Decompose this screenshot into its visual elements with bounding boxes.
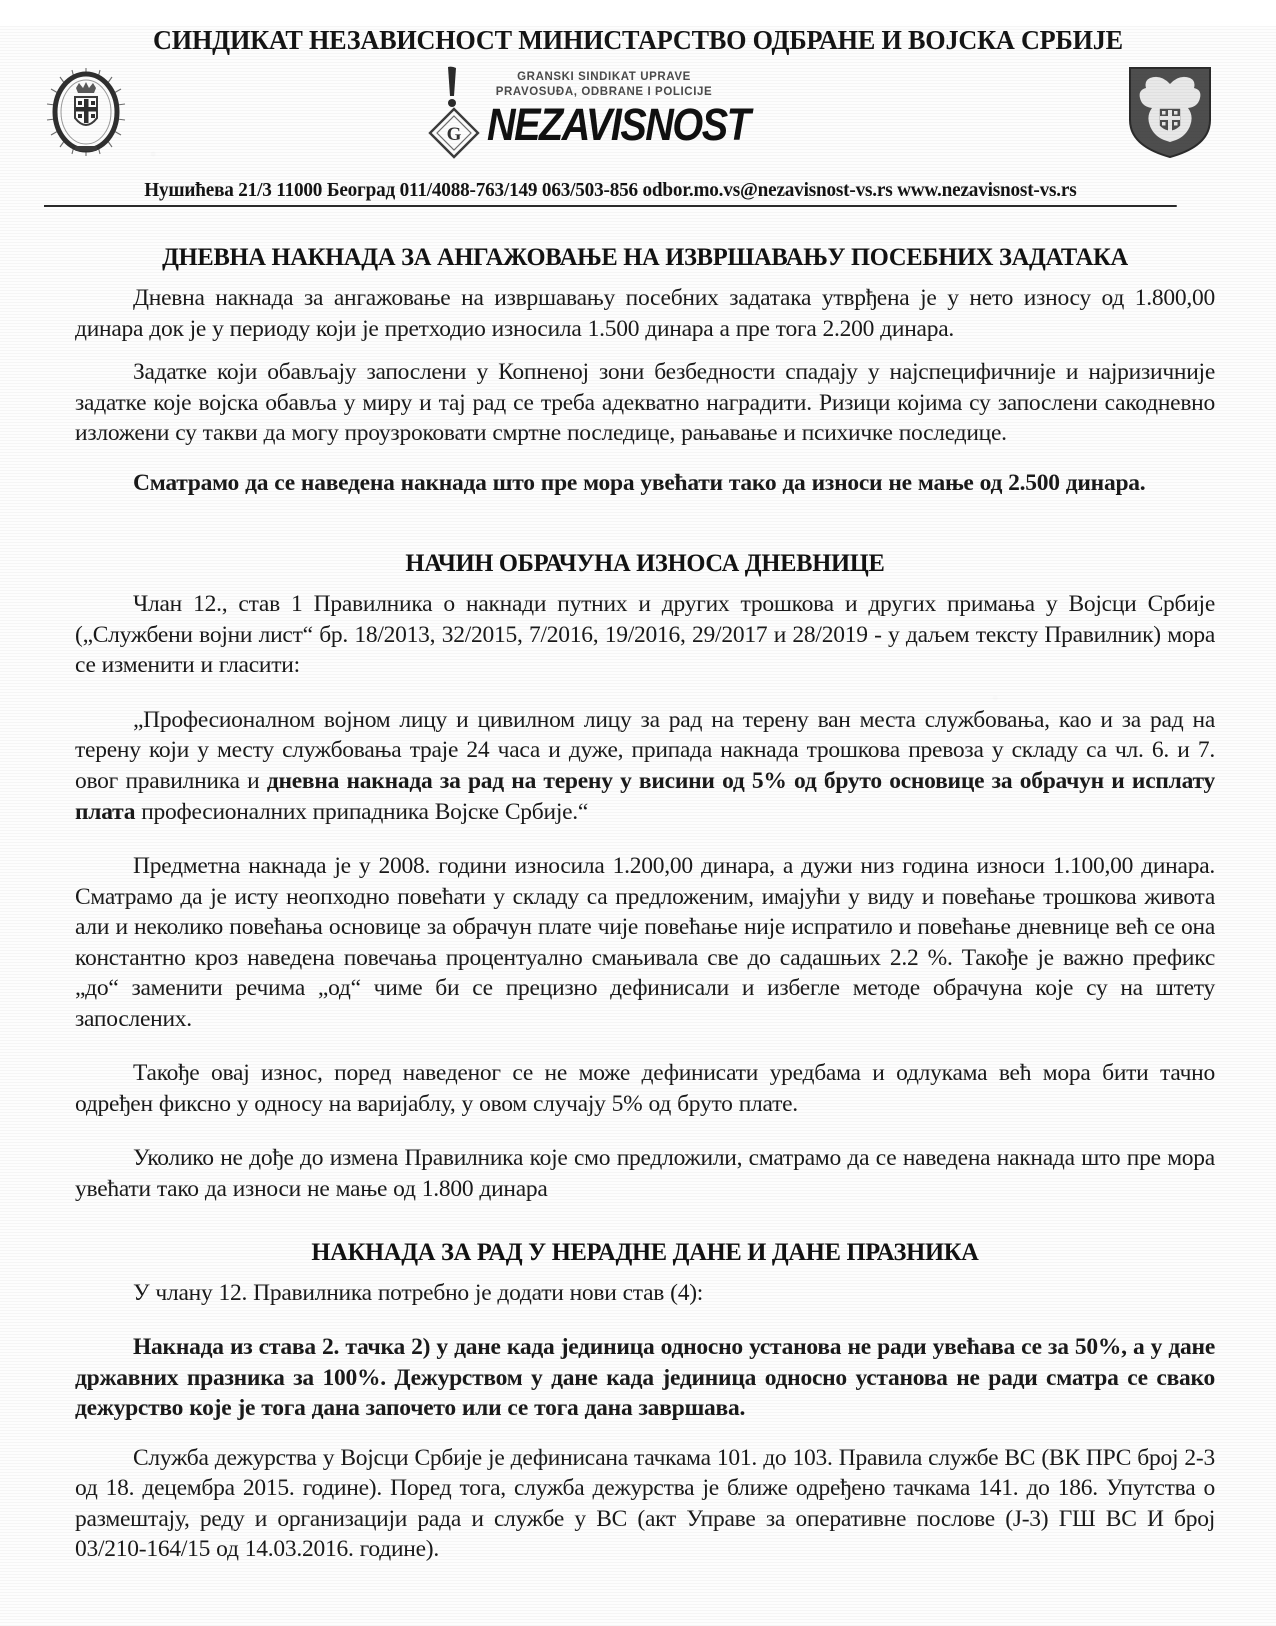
section-heading-calculation-method: НАЧИН ОБРАЧУНА ИЗНОСА ДНЕВНИЦЕ [405,550,885,578]
document-page [0,26,1276,1626]
paragraph-s3-p1: У члану 12. Правилника потребно је додати нови став (4): [133,1279,704,1306]
paragraph-s2-p2-emphasis: дневна накнада за рад на терену у висини од 5% од бруто основице за обрачун и исплату плата [75,768,1215,825]
union-wordmark: NEZAVISNOST [487,99,750,150]
paragraph-s1-p2: Задатке који обављају запослени у Копненој зони безбедности спадају у најспецифичније и најризичније задатке које војска обавља у миру и тај рад се треба адекватно наградити. Ризици којима су запослени сакодневно изложени су такви да могу проузроковати смртне последице, рањавање и психичке последице. [75,359,1215,447]
paragraph-s2-p4: Такође овај износ, поред наведеног се не може дефинисати уредбама и одлукама већ мора бити тачно одређен фиксно у односу на варијаблу, у овом случају 5% од бруто плате. [75,1060,1215,1117]
union-subtitle-line-2: PRAVOSUĐA, ODBRANE I POLICIJE [495,86,713,99]
paragraph-s1-p3: Сматрамо да се наведена накнада што пре мора увећати тако да износи не мање од 2.500 динара. [133,469,1146,496]
paragraph-s2-p2 [75,705,1215,827]
section-heading-daily-allowance: ДНЕВНА НАКНАДА ЗА АНГАЖОВАЊЕ НА ИЗВРШАВАЊУ ПОСЕБНИХ ЗАДАТАКА [162,244,1128,271]
union-subtitle-line-1: GRANSKI SINDIKAT UPRAVE [517,70,691,83]
letterhead-logo-row [0,64,1276,164]
paragraph-s3-p2: Накнада из става 2. тачка 2) у дане када јединица односно установа не ради увећава се за 50%, а у дане државних празника за 100%. Дежурством у дане када јединица односно установа не ради сматра се свако дежурство које је тога дана започето или се тога дана завршава. [75,1334,1215,1422]
union-logo-subtitle [493,70,715,101]
section-heading-holiday-compensation: НАКНАДА ЗА РАД У НЕРАДНЕ ДАНЕ И ДАНЕ ПРАЗНИКА [311,1238,979,1266]
serbian-army-coat-of-arms-icon [1124,64,1216,160]
paragraph-s2-p3: Предметна накнада је у 2008. години износила 1.200,00 динара, а дужи низ година износи 1.100,00 динара. Сматрамо да је исту неопходно повећати у складу са предложеним, имајући у виду и повећање трошкова живота али и неколико повећања основице за обрачун плате чије повећање није испратило и повећање дневнице већ се она константно кроз наведена повечања процентуално смањивала све до садашњих 2.2 %. Такође је важно префикс „до“ заменити речима „од“ чиме би се прецизно дефинисали и избегле методе обрачуна које су на штету запослених. [75,853,1215,1032]
paragraph-s1-p1: Дневна накнада за ангажовање на извршавању посебних задатака утврђена је у нето износу од 1.800,00 динара док је у периоду који је претходио износила 1.500 динара а пре тога 2.200 динара. [75,285,1215,342]
page-title: СИНДИКАТ НЕЗАВИСНОСТ МИНИСТАРСТВО ОДБРАНЕ И ВОЈСКА СРБИЈЕ [153,25,1123,55]
diamond-g-emblem-icon [427,106,481,160]
exclamation-mark-icon [443,66,461,110]
paragraph-s2-p1: Члан 12., став 1 Правилника о накнади путних и других трошкова и других примања у Војсци Србије („Службени војни лист“ бр. 18/2013, 32/2015, 7/2016, 19/2016, 29/2017 и 28/2019 - у даљем тексту Правилник) мора се изменити и гласити: [75,591,1215,679]
paragraph-s2-p5: Уколико не дође до измена Правилника које смо предложили, сматрамо да се наведена накнада што пре мора увећати тако да износи не мање од 1.800 динара [75,1145,1215,1203]
document-body [61,244,1215,1565]
paragraph-s3-p3: Служба дежурства у Војсци Србије је дефинисана тачкама 101. до 103. Правила службе ВС (ВК ПРС број 2-3 од 18. децембра 2015. године). Поред тога, служба дежурства је ближе одређено тачкама 141. до 186. Упутства о размештају, реду и организацији рада и службе у ВС (акт Управе за оперативне послове (Ј-3) ГШ ВС И број 03/210-164/15 од 14.03.2016. године). [75,1444,1215,1563]
nezavisnost-logo [415,66,750,160]
paragraph-s2-p2-post: професионалних припадника Војске Србије.“ [135,798,589,825]
svg-text:G: G [446,123,462,145]
paragraph-s2-p2-pre: „Професионалном војном лицу и цивилном лицу за рад на терену ван места службовања, као и за рад на терену који у месту службовања траје 24 часа и дуже, припада накнада трошкова превоза у складу са чл. 6. и 7. овог правилника и [75,706,1215,795]
contact-line: Нушићева 21/3 11000 Београд 011/4088-763/149 063/503-856 odbor.mo.vs@nezavisnost-vs.rs www.nezavisnost-vs.rs [44,180,1177,207]
serbian-coat-of-arms-icon [42,66,130,158]
